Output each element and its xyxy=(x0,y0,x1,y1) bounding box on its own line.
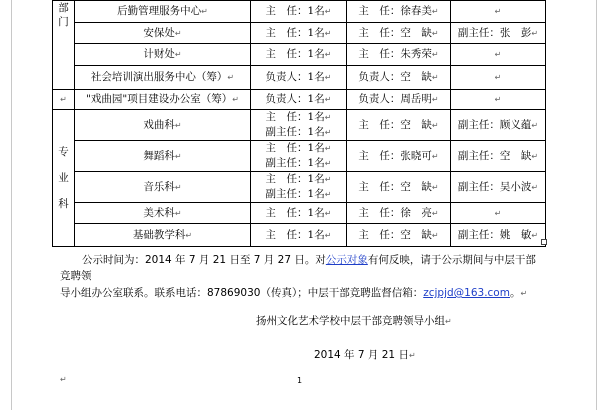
office-name-cell: 安保处↵ xyxy=(75,23,251,44)
candidate-cell: 主 任：空 缺↵ xyxy=(347,224,451,247)
table-row xyxy=(53,172,546,203)
quota-cell: 主 任：1名↵ xyxy=(251,44,347,66)
deputy-cell: 副主任：空 缺↵ xyxy=(451,141,546,172)
quota-cell: 主 任：1名↵ 副主任：1名↵ xyxy=(251,141,347,172)
table-row xyxy=(53,203,546,224)
deputy-cell: ↵ xyxy=(451,203,546,224)
notice-text: 导小组办公室联系。联系电话：87869030（传真）；中层干部竞聘监督信箱： xyxy=(60,287,424,299)
notice-date: 2014 年 7 月 21 日↵ xyxy=(314,349,416,361)
quota-cell: 负责人：1名↵ xyxy=(251,90,347,110)
notice-line-1 xyxy=(60,252,540,284)
notice-text: 有何反映，请于公示期间与中层干部竞聘领 xyxy=(60,254,536,282)
notice-object-link[interactable]: 公示对象 xyxy=(325,254,368,266)
candidate-cell: 主 任：徐春美↵ xyxy=(347,1,451,23)
empty-paragraph-mark: ↵ xyxy=(60,375,67,384)
category-char: 业 xyxy=(58,172,69,184)
notice-text: 公示时间为：2014 年 7 月 21 日至 7 月 27 日。对 xyxy=(82,254,326,266)
deputy-cell: 副主任：张 彭↵ xyxy=(451,23,546,44)
signature-line: 扬州文化艺术学校中层干部竞聘领导小组↵ xyxy=(256,315,452,327)
deputy-cell: ↵ xyxy=(451,44,546,66)
quota-cell: 主 任：1名↵ xyxy=(251,1,347,23)
quota-cell: 主 任：1名↵ xyxy=(251,203,347,224)
table-row xyxy=(53,66,546,90)
candidate-cell: 主 任：空 缺↵ xyxy=(347,23,451,44)
candidate-cell: 主 任：空 缺↵ xyxy=(347,172,451,203)
candidate-cell: 主 任：朱秀荣↵ xyxy=(347,44,451,66)
office-name-cell: 后勤管理服务中心↵ xyxy=(75,1,251,23)
office-name-cell: 社会培训演出服务中心（筹）↵ xyxy=(75,66,251,90)
page-left-margin-line xyxy=(11,0,12,410)
office-name-cell: 音乐科↵ xyxy=(75,172,251,203)
category-char: 科 xyxy=(58,198,69,210)
table-row xyxy=(53,90,546,110)
deputy-cell: ↵ xyxy=(451,1,546,23)
category-char: 门 xyxy=(58,16,69,28)
deputy-cell: ↵ xyxy=(451,90,546,110)
category-char: 专 xyxy=(58,146,69,158)
table-row xyxy=(53,110,546,141)
office-name-cell: "戏曲园"项目建设办公室（筹）↵ xyxy=(75,90,251,110)
quota-cell: 主 任：1名↵ xyxy=(251,23,347,44)
page-number: 1 xyxy=(297,376,303,385)
candidate-cell: 主 任：徐 亮↵ xyxy=(347,203,451,224)
office-name-cell: 计财处↵ xyxy=(75,44,251,66)
table-row xyxy=(53,1,546,23)
category-char: 部 xyxy=(58,2,69,14)
page-right-margin-line xyxy=(596,0,597,410)
deputy-cell: 副主任：吴小波↵ xyxy=(451,172,546,203)
office-name-cell: 舞蹈科↵ xyxy=(75,141,251,172)
table-row xyxy=(53,44,546,66)
category-cell-empty: ↵ xyxy=(53,90,75,110)
category-cell-major xyxy=(53,110,75,247)
table-resize-handle[interactable] xyxy=(541,239,547,245)
deputy-cell: 副主任：顾义蕴↵ xyxy=(451,110,546,141)
table-row xyxy=(53,224,546,247)
deputy-cell: 副主任：姚 敏↵ xyxy=(451,224,546,247)
candidate-cell: 主 任：空 缺↵ xyxy=(347,110,451,141)
candidate-cell: 负责人：空 缺↵ xyxy=(347,66,451,90)
quota-cell: 主 任：1名↵ 副主任：1名↵ xyxy=(251,172,347,203)
category-cell-admin xyxy=(53,1,75,90)
deputy-cell: ↵ xyxy=(451,66,546,90)
quota-cell: 负责人：1名↵ xyxy=(251,66,347,90)
quota-cell: 主 任：1名↵ xyxy=(251,224,347,247)
office-name-cell: 戏曲科↵ xyxy=(75,110,251,141)
table-row xyxy=(53,141,546,172)
email-link[interactable]: zcjpjd@163.com xyxy=(423,287,510,299)
candidate-cell: 主 任：张晓可↵ xyxy=(347,141,451,172)
office-name-cell: 美术科↵ xyxy=(75,203,251,224)
notice-text: 。 xyxy=(509,287,521,299)
position-roster-table xyxy=(52,0,546,247)
quota-cell: 主 任：1名↵ 副主任：1名↵ xyxy=(251,110,347,141)
candidate-cell: 负责人：周岳明↵ xyxy=(347,90,451,110)
table-row xyxy=(53,23,546,44)
office-name-cell: 基础教学科↵ xyxy=(75,224,251,247)
notice-line-2: 导小组办公室联系。联系电话：87869030（传真）；中层干部竞聘监督信箱：zcjpjd@163.com。↵ xyxy=(60,287,528,299)
